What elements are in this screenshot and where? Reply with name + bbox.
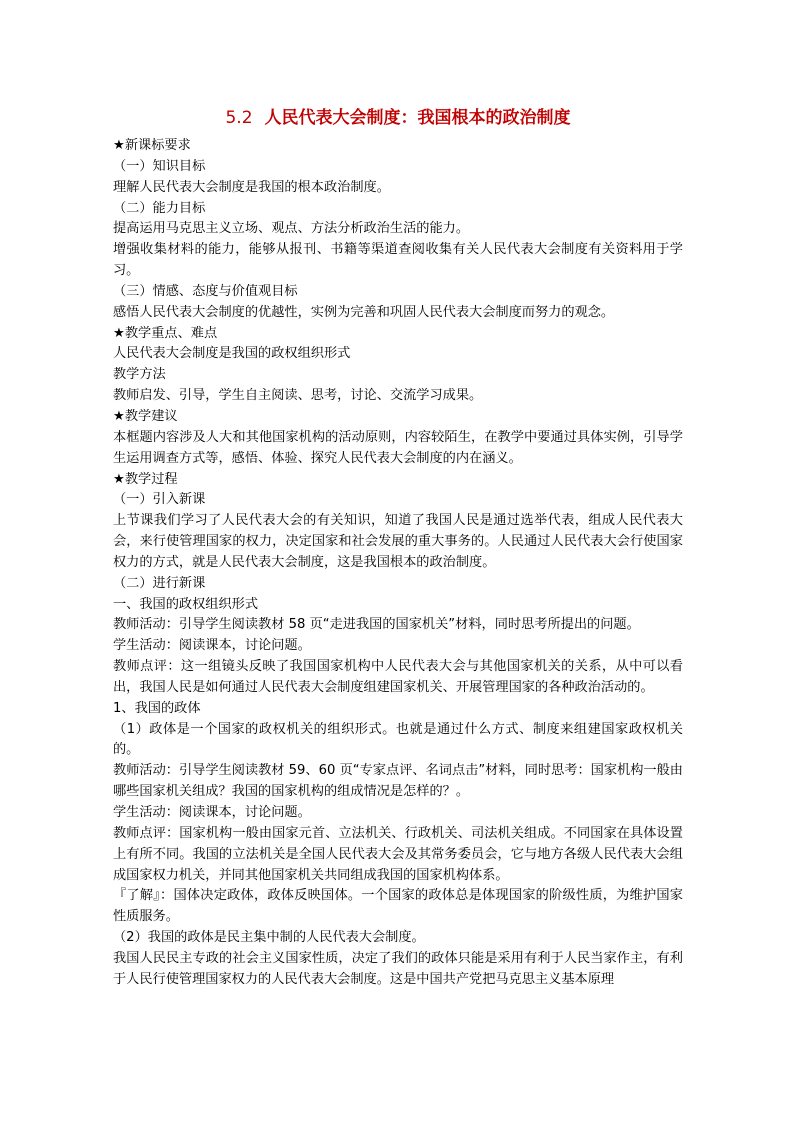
title-text: 人民代表大会制度：我国根本的政治制度 — [264, 108, 571, 128]
paragraph: 教师启发、引导，学生自主阅读、思考，讨论、交流学习成果。 — [113, 388, 483, 404]
paragraph: 上节课我们学习了人民代表大会的有关知识，知道了我国人民是通过选举代表，组成人民代表大会，来行使管理国家的权力，决定国家和社会发展的重大事务的。人民通过人民代表大会行使国家权力的方式，就是人民代表大会制度，这是我国根本的政治制度。 — [113, 513, 683, 570]
document-title — [113, 100, 683, 136]
heading-teaching-suggestion: ★教学建议 — [113, 408, 178, 424]
paragraph: 提高运用马克思主义立场、观点、方法分析政治生活的能力。 — [113, 221, 470, 237]
heading-new-lesson: （二）进行新课 — [113, 575, 206, 591]
document-page — [113, 100, 683, 991]
paragraph: 学生活动：阅读课本，讨论问题。 — [113, 638, 311, 654]
heading-teaching-process: ★教学过程 — [113, 471, 178, 487]
paragraph: 学生活动：阅读课本，讨论问题。 — [113, 805, 311, 820]
heading-knowledge-goal: （一）知识目标 — [113, 158, 206, 174]
heading-emotion-goal: （三）情感、态度与价值观目标 — [113, 283, 298, 299]
paragraph: 人民代表大会制度是我国的政权组织形式 — [113, 346, 351, 362]
paragraph: 教师活动：引导学生阅读教材 58 页“走进我国的国家机关”材料，同时思考所提出的问题。 — [113, 617, 640, 633]
paragraph: 增强收集材料的能力，能够从报刊、书籍等渠道查阅收集有关人民代表大会制度有关资料用于学习。 — [113, 242, 683, 279]
paragraph: 我国人民民主专政的社会主义国家性质，决定了我们的政体只能是采用有利于人民当家作主，有利于人民行使管理国家权力的人民代表大会制度。这是中国共产党把马克思主义基本原理 — [113, 950, 683, 987]
paragraph: （1）政体是一个国家的政权机关的组织形式。也就是通过什么方式、制度来组建国家政权机关的。 — [113, 721, 683, 758]
paragraph: 『了解』：国体决定政体，政体反映国体。一个国家的政体总是体现国家的阶级性质，为维护国家性质服务。 — [113, 888, 683, 925]
heading-new-curriculum: ★新课标要求 — [113, 138, 191, 153]
paragraph: 感悟人民代表大会制度的优越性，实例为完善和巩固人民代表大会制度而努力的观念。 — [113, 304, 615, 320]
paragraph: 理解人民代表大会制度是我国的根本政治制度。 — [113, 179, 390, 195]
paragraph: 教师点评：国家机构一般由国家元首、立法机关、行政机关、司法机关组成。不同国家在具体设置上有所不同。我国的立法机关是全国人民代表大会及其常务委员会，它与地方各级人民代表大会组成国家权力机关，并同其他国家机关共同组成我国的国家机构体系。 — [113, 825, 683, 883]
heading-key-points: ★教学重点、难点 — [113, 325, 218, 341]
heading-introduction: （一）引入新课 — [113, 492, 206, 508]
title-number: 5.2 — [225, 108, 253, 128]
subsection-heading: 1、我国的政体 — [113, 700, 201, 716]
paragraph: 教师点评：这一组镜头反映了我国国家机构中人民代表大会与其他国家机关的关系，从中可以看出，我国人民是如何通过人民代表大会制度组建国家机关、开展管理国家的各种政治活动的。 — [113, 659, 683, 695]
section-heading: 一、我国的政权组织形式 — [113, 596, 259, 612]
paragraph: 教师活动：引导学生阅读教材 59、60 页“专家点评、名词点击”材料，同时思考：国家机构一般由哪些国家机关组成？我国的国家机构的组成情况是怎样的？。 — [113, 763, 683, 800]
paragraph: 本框题内容涉及人大和其他国家机构的活动原则，内容较陌生，在教学中要通过具体实例，引导学生运用调查方式等，感悟、体验、探究人民代表大会制度的内在涵义。 — [113, 429, 683, 466]
document-body — [113, 136, 683, 991]
heading-teaching-method: 教学方法 — [113, 367, 166, 383]
heading-ability-goal: （二）能力目标 — [113, 200, 206, 216]
paragraph: （2）我国的政体是民主集中制的人民代表大会制度。 — [113, 930, 425, 946]
